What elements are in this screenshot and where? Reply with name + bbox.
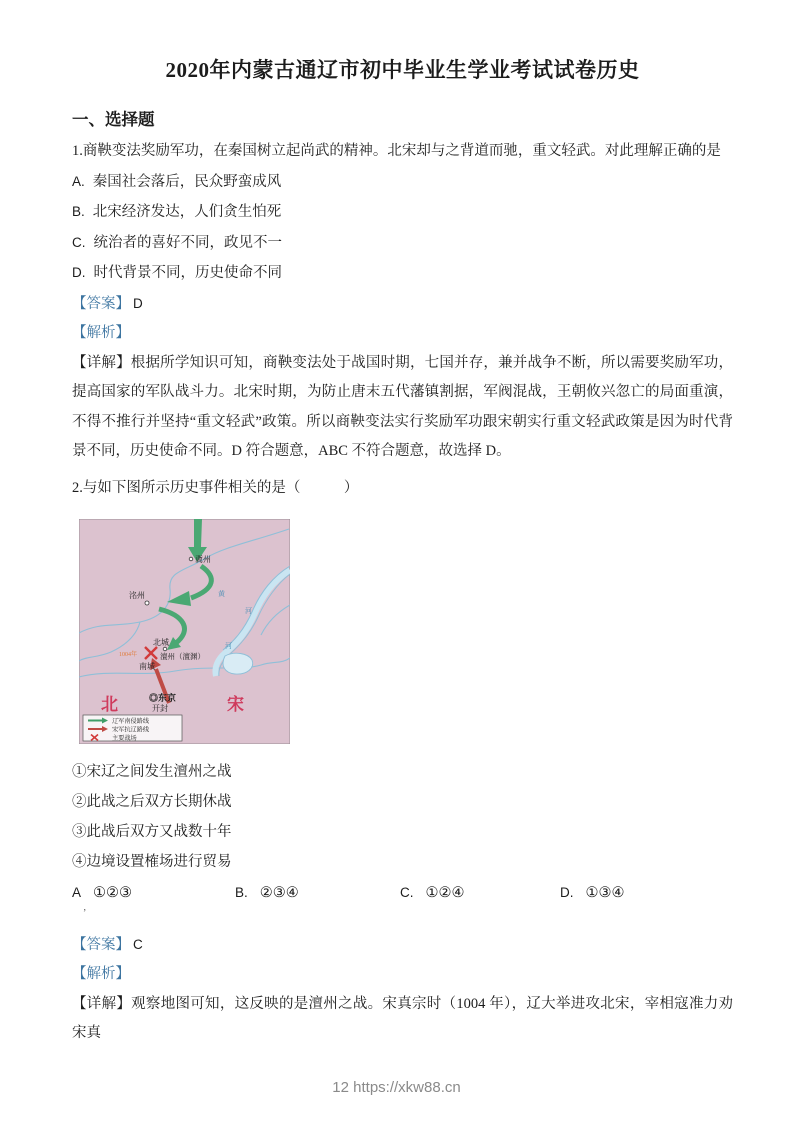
- option-text: ①②③: [93, 885, 133, 901]
- option-label: B.: [72, 204, 85, 219]
- map-label-song: 宋: [227, 695, 244, 714]
- option-label: A.: [72, 173, 85, 189]
- statement-4: ④边境设置榷场进行贸易: [72, 854, 232, 870]
- map-label-year-1004: 1004年: [119, 652, 138, 658]
- option-text: 秦国社会落后，民众野蛮成风: [92, 173, 282, 190]
- analysis-label: 【解析】: [72, 966, 130, 982]
- question-2-stem: 2.与如下图所示历史事件相关的是（ ）: [72, 479, 359, 496]
- question-2-answer-line: [72, 930, 733, 961]
- question-1-analysis-line: [72, 319, 733, 349]
- question-2-analysis-line: [72, 960, 733, 990]
- question-1-option-c: [72, 228, 733, 259]
- question-2-options-row: [72, 878, 733, 909]
- question-1-option-a: [72, 167, 733, 198]
- option-text: ②③④: [259, 885, 299, 901]
- lake-shape: [223, 653, 253, 674]
- map-river-char-3: 河: [225, 642, 232, 650]
- section-heading-multiple-choice: 一、选择题: [72, 110, 155, 129]
- question-1-option-b: [72, 197, 733, 228]
- page-title: 2020年内蒙古通辽市初中毕业生学业考试试卷历史: [165, 58, 640, 82]
- page-footer-url: 12 https://xkw88.cn: [332, 1079, 461, 1096]
- detail-text: 观察地图可知，这反映的是澶州之战。宋真宗时（1004 年），辽大举进攻北宋，宰相寇准力劝宋真: [72, 995, 734, 1041]
- map-legend: [83, 715, 182, 742]
- option-text: 时代背景不同，历史使命不同: [93, 265, 282, 281]
- legend-label-song-route: 宋军抗辽路线: [112, 726, 150, 734]
- option-text: 北宋经济发达，人们贪生怕死: [92, 204, 282, 220]
- map-image: [79, 519, 290, 744]
- option-text: 统治者的喜好不同，政见不一: [93, 234, 282, 251]
- question-2-statements: [72, 757, 733, 877]
- map-label-dongjing: ◎东京: [149, 693, 177, 703]
- map-label-chanzhou: 澶州（澶渊）: [160, 652, 205, 661]
- chanzhou-battle-map: [79, 519, 290, 744]
- map-label-kaifeng: 开封: [152, 704, 168, 713]
- map-label-bei: 北: [101, 695, 118, 714]
- answer-value: D: [133, 295, 143, 311]
- answer-label: 【答案】: [72, 936, 130, 953]
- question-2-option-c: [400, 878, 560, 909]
- question-1-explanation: [72, 349, 733, 467]
- detail-text: 根据所学知识可知，商鞅变法处于战国时期，七国并存，兼并战争不断，所以需要奖励军功，提高国家的军队战斗力。北宋时期，为防止唐末五代藩镇割据，军阀混战，王朝攸兴忽亡的局面重演，不得不推行并坚持“重文轻武”政策。所以商鞅变法实行奖励军功跟宋朝实行重文轻武政策是因为时代背景不同，历史使命不同。D 符合题意，ABC 不符合题意，故选择 D。: [72, 354, 734, 459]
- option-label: C.: [72, 234, 86, 250]
- question-2-explanation: [72, 990, 733, 1049]
- legend-label-liao-route: 辽军南侵路线: [112, 718, 150, 725]
- map-label-beicheng: 北城: [153, 638, 169, 647]
- map-river-char-2: 河: [245, 607, 252, 615]
- legend-label-battlefield: 主要战场: [112, 735, 137, 742]
- statement-3: ③此战后双方又战数十年: [72, 824, 232, 840]
- question-1-answer-line: [72, 289, 733, 320]
- question-2-option-b: [235, 878, 400, 909]
- scan-artifact-mark: ’: [83, 907, 87, 919]
- question-2-option-a: [72, 878, 235, 909]
- map-label-jizhou: 冀州: [195, 555, 211, 564]
- option-label: D.: [72, 265, 86, 280]
- map-river-char-1: 黄: [218, 590, 225, 598]
- option-label: A: [72, 885, 82, 900]
- question-1-stem: 1.商鞅变法奖励军功，在秦国树立起尚武的精神。北宋却与之背道而驰，重文轻武。对此理解正确的是: [72, 143, 721, 159]
- answer-label: 【答案】: [72, 295, 130, 312]
- question-1-option-d: [72, 258, 733, 289]
- analysis-label: 【解析】: [72, 325, 130, 341]
- option-text: ①②④: [425, 885, 465, 901]
- answer-value: C: [133, 936, 143, 952]
- statement-2: ②此战之后双方长期休战: [72, 794, 232, 810]
- option-label: D.: [560, 885, 574, 900]
- detail-label: 【详解】: [72, 995, 132, 1012]
- option-text: ①③④: [585, 885, 625, 901]
- option-label: B.: [235, 885, 248, 900]
- detail-label: 【详解】: [72, 354, 131, 371]
- document-content: [72, 0, 733, 1049]
- question-2-option-d: [560, 878, 625, 909]
- statement-1: ①宋辽之间发生澶州之战: [72, 764, 232, 780]
- map-label-nancheng: 南城: [139, 662, 155, 671]
- map-label-mingzhou: 洺州: [129, 591, 145, 600]
- option-label: C.: [400, 885, 414, 900]
